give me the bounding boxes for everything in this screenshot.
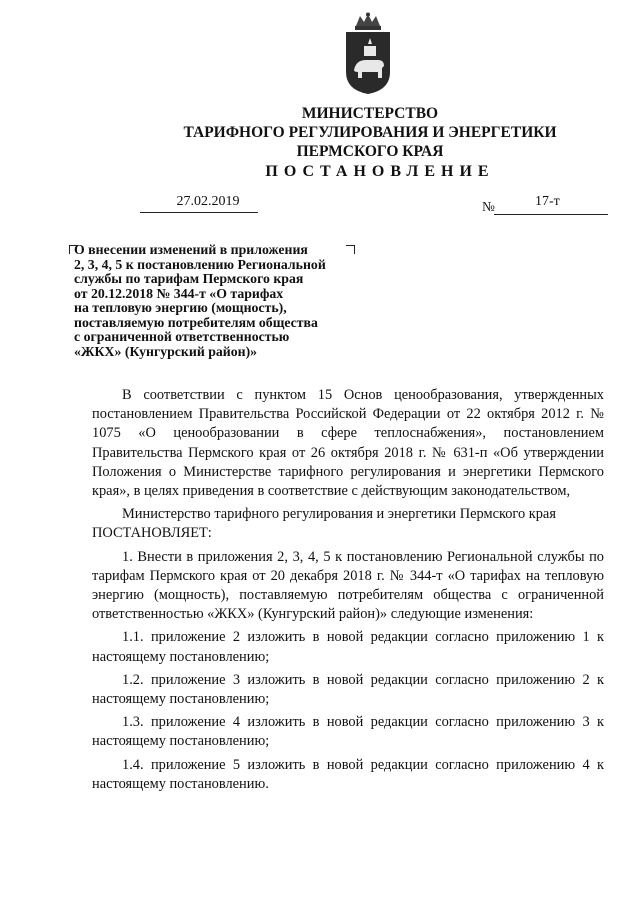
subject-line: на тепловую энергию (мощность),	[74, 300, 287, 315]
paragraph-ministry: Министерство тарифного регулирования и энергетики Пермского края	[122, 506, 556, 523]
paragraph-item-1-3: 1.3. приложение 4 изложить в новой редакции согласно приложению 3 к настоящему постановлению;	[92, 714, 604, 750]
subject-line: от 20.12.2018 № 344-т «О тарифах	[74, 285, 284, 301]
subject-line: О внесении изменений в приложения	[74, 242, 308, 257]
document-date: 27.02.2019	[176, 194, 240, 209]
subject-line: с ограниченной ответственностью	[74, 329, 290, 344]
number-underline	[494, 214, 608, 215]
date-underline	[140, 212, 258, 213]
paragraph-preamble: В соответствии с пунктом 15 Основ ценообразования, утвержденных постановлением Правительства Российской Федерации от 22 октября 2012 г. № 1075 «О ценообразовании в сфере теплоснабжения», постановлением Правительства Пермского края от 26 октября 2018 г. № 631-п «Об утверждении Положения о Министерстве тарифного регулирования и энергетики Пермского края», в целях приведения в соответствие с действующим законодательством,	[92, 387, 604, 500]
document-number: 17-т	[535, 194, 560, 209]
paragraph-item-1-2: 1.2. приложение 3 изложить в новой редакции согласно приложению 2 к настоящему постановлению;	[92, 671, 604, 708]
subject-line: «ЖКХ» (Кунгурский район)»	[74, 343, 258, 359]
corner-bracket-right	[346, 245, 355, 254]
number-label: №	[482, 199, 495, 214]
subject-line: 2, 3, 4, 5 к постановлению Региональной	[74, 256, 326, 272]
subject-line: службы по тарифам Пермского края	[74, 271, 304, 286]
paragraph-item-1: 1. Внести в приложения 2, 3, 4, 5 к постановлению Региональной службы по тарифам Пермского края от 20 декабря 2018 г. № 344-т «О тарифах на тепловую энергию (мощность), поставляемую потребителям общества с ограниченной ответственностью «ЖКХ» (Кунгурский район)» следующие изменения:	[92, 548, 604, 623]
org-line: ПЕРМСКОГО КРАЯ	[296, 143, 444, 160]
paragraph-item-1-4: 1.4. приложение 5 изложить в новой редакции согласно приложению 4 к настоящему постановлению.	[92, 756, 604, 792]
document-subject	[74, 243, 374, 359]
subject-line: поставляемую потребителям общества	[74, 314, 318, 330]
corner-bracket-left	[69, 245, 78, 254]
paragraph-item-1-1: 1.1. приложение 2 изложить в новой редакции согласно приложению 1 к настоящему постановлению;	[92, 629, 604, 665]
document-body	[92, 386, 604, 794]
org-line: ТАРИФНОГО РЕГУЛИРОВАНИЯ И ЭНЕРГЕТИКИ	[183, 124, 557, 141]
document-type: ПОСТАНОВЛЕНИЕ	[265, 163, 495, 180]
org-line: МИНИСТЕРСТВО	[301, 105, 439, 122]
ministry-name	[150, 104, 590, 161]
coat-of-arms-icon	[338, 12, 398, 96]
paragraph-resolves: ПОСТАНОВЛЯЕТ:	[92, 525, 212, 542]
